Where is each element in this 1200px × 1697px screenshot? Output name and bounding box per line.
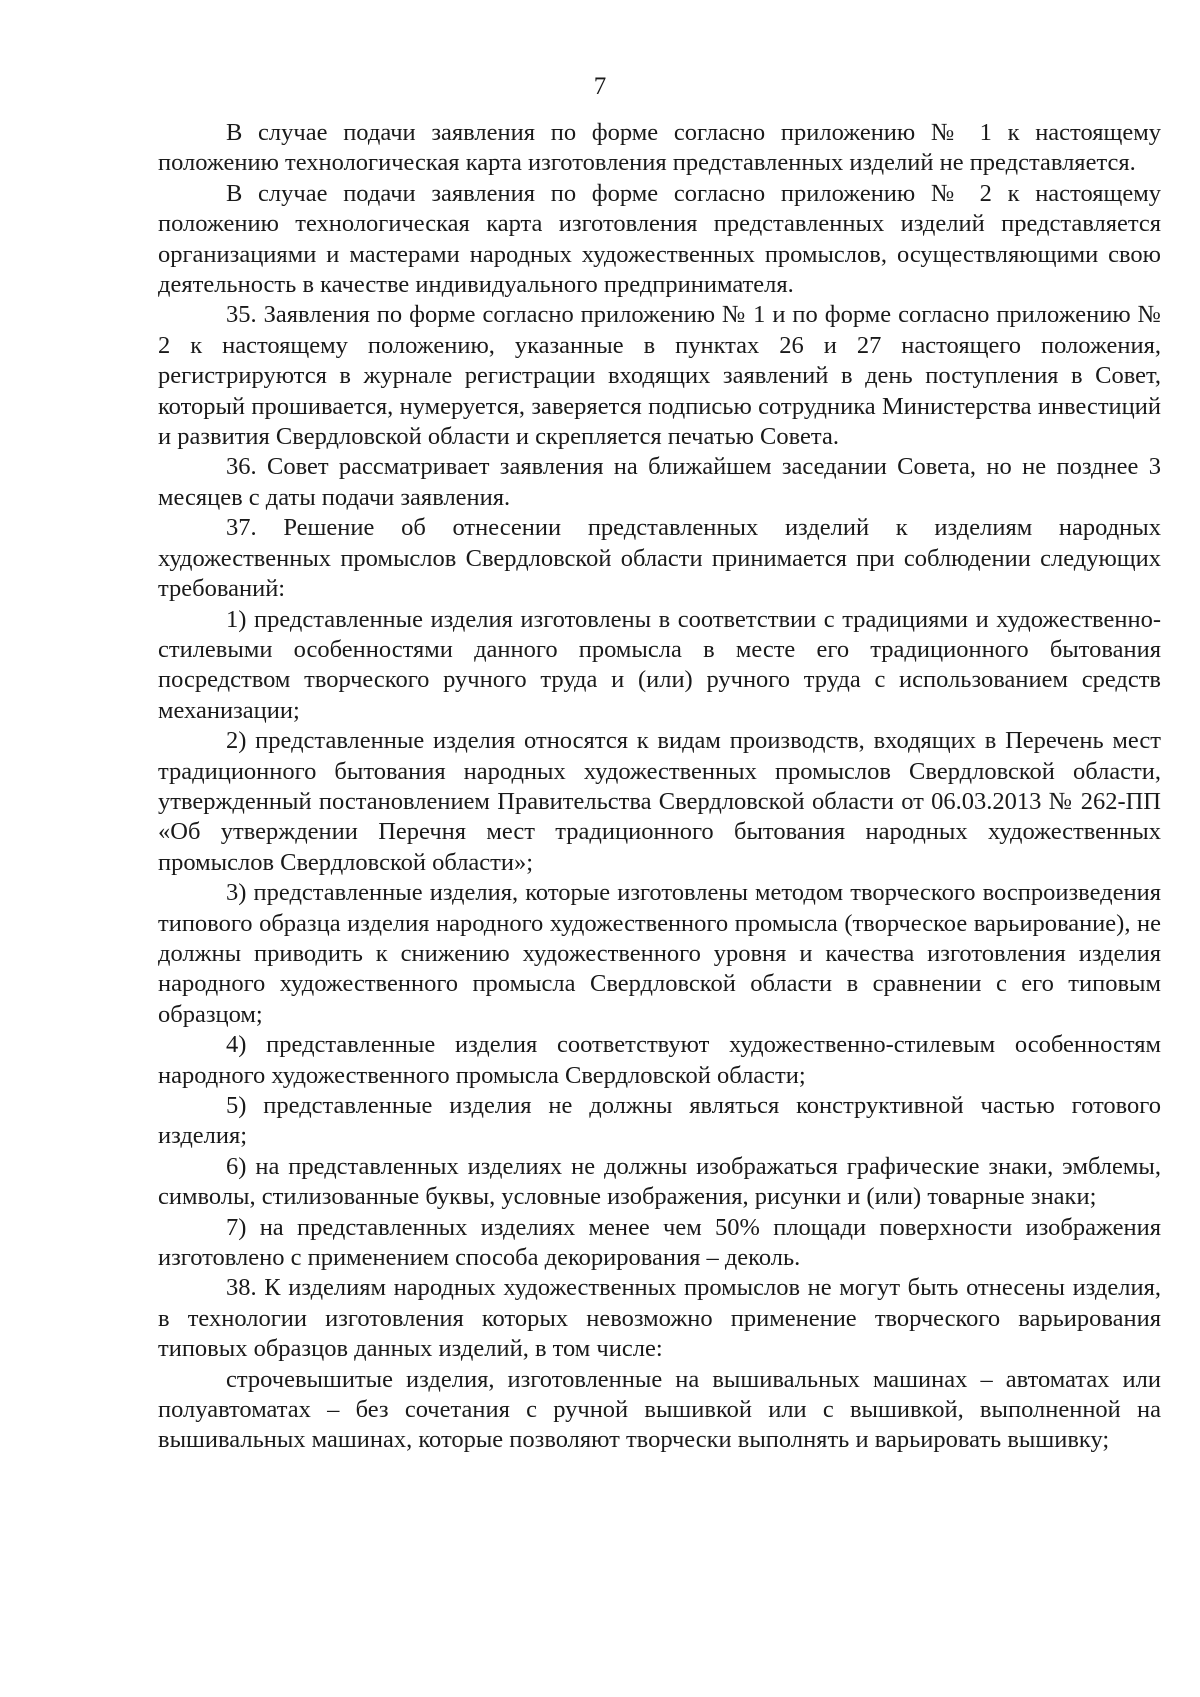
paragraph: 35. Заявления по форме согласно приложению № 1 и по форме согласно приложению № 2 к настоящему положению, указанные в пунктах 26 и 27 настоящего положения, регистрируются в журнале регистрации входящих заявлений в день поступления в Совет, который прошивается, нумеруется, заверяется подписью сотрудника Министерства инвестиций и развития Свердловской области и скрепляется печатью Совета.	[158, 301, 1161, 451]
page-number: 7	[593, 73, 607, 100]
list-item: 6) на представленных изделиях не должны изображаться графические знаки, эмблемы, символы, стилизованные буквы, условные изображения, рисунки и (или) товарные знаки;	[158, 1152, 1161, 1211]
paragraph: 37. Решение об отнесении представленных изделий к изделиям народных художественных промыслов Свердловской области принимается при соблюдении следующих требований:	[158, 514, 1161, 603]
list-item: 2) представленные изделия относятся к видам производств, входящих в Перечень мест традиционного бытования народных художественных промыслов Свердловской области, утвержденный постановлением Правительства Свердловской области от 06.03.2013 № 262-ПП «Об утверждении Перечня мест традиционного бытования народных художественных промыслов Свердловской области»;	[158, 727, 1161, 876]
paragraph: строчевышитые изделия, изготовленные на вышивальных машинах – автоматах или полуавтоматах – без сочетания с ручной вышивкой или с вышивкой, выполненной на вышивальных машинах, которые позволяют творчески выполнять и варьировать вышивку;	[158, 1365, 1161, 1454]
list-item: 5) представленные изделия не должны являться конструктивной частью готового изделия;	[158, 1092, 1161, 1150]
paragraph: 36. Совет рассматривает заявления на ближайшем заседании Совета, но не позднее 3 месяцев с даты подачи заявления.	[158, 453, 1161, 511]
list-item: 7) на представленных изделиях менее чем 50% площади поверхности изображения изготовлено с применением способа декорирования – деколь.	[158, 1213, 1161, 1272]
list-item: 4) представленные изделия соответствуют художественно-стилевым особенностям народного художественного промысла Свердловской области;	[158, 1031, 1161, 1089]
paragraph: В случае подачи заявления по форме согласно приложению № 1 к настоящему положению технологическая карта изготовления представленных изделий не представляется.	[158, 119, 1161, 177]
list-item: 1) представленные изделия изготовлены в соответствии с традициями и художественно-стилевыми особенностями данного промысла в месте его традиционного бытования посредством творческого ручного труда и (или) ручного труда с использованием средств механизации;	[158, 605, 1161, 724]
paragraph: В случае подачи заявления по форме согласно приложению № 2 к настоящему положению технологическая карта изготовления представленных изделий представляется организациями и мастерами народных художественных промыслов, осуществляющими свою деятельность в качестве индивидуального предпринимателя.	[158, 179, 1161, 299]
document-body	[158, 118, 1161, 1456]
list-item: 3) представленные изделия, которые изготовлены методом творческого воспроизведения типового образца изделия народного художественного промысла (творческое варьирование), не должны приводить к снижению художественного уровня и качества изготовления изделия народного художественного промысла Свердловской области в сравнении с его типовым образцом;	[158, 879, 1161, 1028]
paragraph: 38. К изделиям народных художественных промыслов не могут быть отнесены изделия, в технологии изготовления которых невозможно применение творческого варьирования типовых образцов данных изделий, в том числе:	[158, 1274, 1161, 1363]
